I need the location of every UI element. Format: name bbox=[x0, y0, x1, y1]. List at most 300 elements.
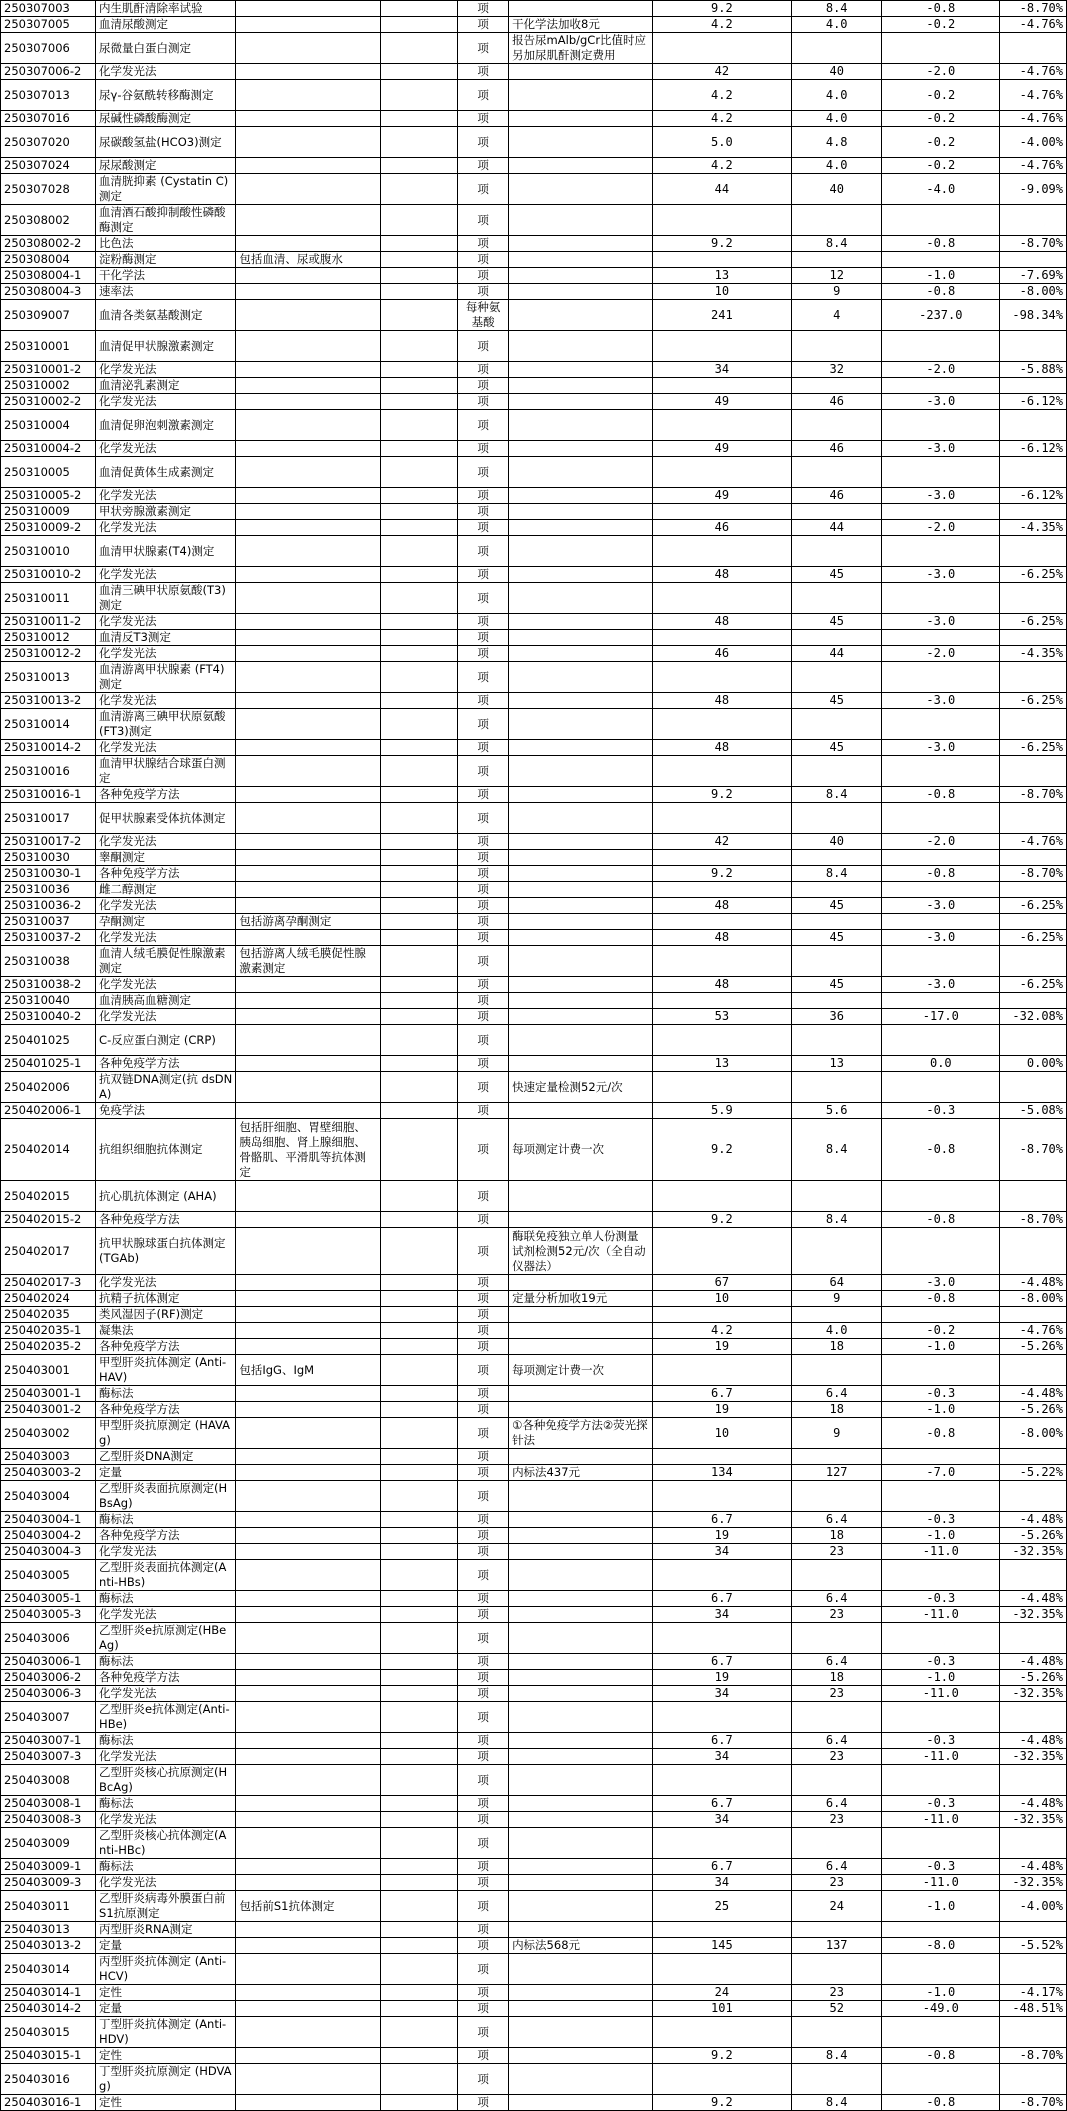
price-change-cell bbox=[882, 914, 1000, 930]
table-row bbox=[1, 1449, 1067, 1465]
price-change-cell: -11.0 bbox=[882, 1544, 1000, 1560]
table-row bbox=[1, 1733, 1067, 1749]
pricing-unit-cell: 项 bbox=[458, 127, 509, 158]
old-price-cell: 6.7 bbox=[652, 1512, 791, 1528]
change-rate-cell: -6.12% bbox=[1000, 394, 1067, 410]
item-code-cell: 250402035-2 bbox=[1, 1339, 96, 1355]
new-price-cell: 40 bbox=[791, 174, 882, 205]
new-price-cell: 40 bbox=[791, 64, 882, 80]
change-rate-cell: -5.22% bbox=[1000, 1465, 1067, 1481]
item-note-cell bbox=[509, 504, 653, 520]
table-row bbox=[1, 331, 1067, 362]
table-row bbox=[1, 2064, 1067, 2095]
table-row bbox=[1, 504, 1067, 520]
item-note-cell: 内标法437元 bbox=[509, 1465, 653, 1481]
table-row bbox=[1, 1828, 1067, 1859]
table-row bbox=[1, 252, 1067, 268]
item-content-cell bbox=[236, 1, 381, 17]
item-name-cell: 血清促卵泡刺激素测定 bbox=[96, 410, 236, 441]
item-note-cell bbox=[509, 1339, 653, 1355]
item-note-cell bbox=[509, 646, 653, 662]
item-code-cell: 250403002 bbox=[1, 1418, 96, 1449]
table-body bbox=[1, 1, 1067, 2111]
item-code-cell: 250310013 bbox=[1, 662, 96, 693]
change-rate-cell: -5.26% bbox=[1000, 1339, 1067, 1355]
new-price-cell: 24 bbox=[791, 1891, 882, 1922]
item-note-cell: 酶联免疫独立单人份测量试剂检测52元/次（全自动仪器法） bbox=[509, 1228, 653, 1275]
pricing-unit-cell: 项 bbox=[458, 1544, 509, 1560]
new-price-cell bbox=[791, 1765, 882, 1796]
item-code-cell: 250401025-1 bbox=[1, 1056, 96, 1072]
item-content-cell bbox=[236, 236, 381, 252]
new-price-cell bbox=[791, 850, 882, 866]
item-note-cell: 报告尿mAlb/gCr比值时应另加尿肌酐测定费用 bbox=[509, 33, 653, 64]
table-row bbox=[1, 1275, 1067, 1291]
item-content-cell bbox=[236, 1009, 381, 1025]
item-content-cell bbox=[236, 300, 381, 331]
item-code-cell: 250402006 bbox=[1, 1072, 96, 1103]
new-price-cell: 23 bbox=[791, 1875, 882, 1891]
item-exclusion-cell bbox=[381, 1056, 458, 1072]
item-exclusion-cell bbox=[381, 127, 458, 158]
item-note-cell bbox=[509, 1528, 653, 1544]
table-row bbox=[1, 1119, 1067, 1181]
pricing-unit-cell: 项 bbox=[458, 362, 509, 378]
item-content-cell bbox=[236, 410, 381, 441]
price-change-cell: -0.3 bbox=[882, 1103, 1000, 1119]
item-exclusion-cell bbox=[381, 882, 458, 898]
item-note-cell bbox=[509, 977, 653, 993]
item-name-cell: 抗心肌抗体测定 (AHA) bbox=[96, 1181, 236, 1212]
old-price-cell: 53 bbox=[652, 1009, 791, 1025]
new-price-cell: 6.4 bbox=[791, 1733, 882, 1749]
item-exclusion-cell bbox=[381, 1339, 458, 1355]
new-price-cell: 36 bbox=[791, 1009, 882, 1025]
change-rate-cell: -7.69% bbox=[1000, 268, 1067, 284]
change-rate-cell: -6.25% bbox=[1000, 567, 1067, 583]
item-content-cell bbox=[236, 378, 381, 394]
new-price-cell bbox=[791, 803, 882, 834]
old-price-cell: 48 bbox=[652, 693, 791, 709]
price-change-cell: -11.0 bbox=[882, 1749, 1000, 1765]
item-exclusion-cell bbox=[381, 1449, 458, 1465]
item-content-cell bbox=[236, 1670, 381, 1686]
old-price-cell bbox=[652, 536, 791, 567]
item-code-cell: 250403001-1 bbox=[1, 1386, 96, 1402]
price-change-cell bbox=[882, 1922, 1000, 1938]
new-price-cell: 8.4 bbox=[791, 236, 882, 252]
new-price-cell bbox=[791, 1449, 882, 1465]
item-exclusion-cell bbox=[381, 866, 458, 882]
item-name-cell: 各种免疫学方法 bbox=[96, 1402, 236, 1418]
old-price-cell: 9.2 bbox=[652, 1212, 791, 1228]
pricing-unit-cell: 项 bbox=[458, 1212, 509, 1228]
change-rate-cell: -8.00% bbox=[1000, 1291, 1067, 1307]
new-price-cell: 18 bbox=[791, 1339, 882, 1355]
item-content-cell bbox=[236, 1607, 381, 1623]
item-note-cell bbox=[509, 1512, 653, 1528]
table-row bbox=[1, 1670, 1067, 1686]
old-price-cell: 34 bbox=[652, 1544, 791, 1560]
item-code-cell: 250310037 bbox=[1, 914, 96, 930]
pricing-unit-cell: 项 bbox=[458, 914, 509, 930]
pricing-unit-cell: 项 bbox=[458, 158, 509, 174]
item-content-cell bbox=[236, 1654, 381, 1670]
price-change-cell: -17.0 bbox=[882, 1009, 1000, 1025]
item-code-cell: 250310012-2 bbox=[1, 646, 96, 662]
change-rate-cell: -8.70% bbox=[1000, 2095, 1067, 2111]
item-name-cell: 速率法 bbox=[96, 284, 236, 300]
item-code-cell: 250307020 bbox=[1, 127, 96, 158]
table-row bbox=[1, 2017, 1067, 2048]
item-code-cell: 250307006 bbox=[1, 33, 96, 64]
price-change-cell bbox=[882, 1072, 1000, 1103]
item-exclusion-cell bbox=[381, 583, 458, 614]
change-rate-cell: -4.76% bbox=[1000, 64, 1067, 80]
old-price-cell bbox=[652, 1228, 791, 1275]
old-price-cell bbox=[652, 1025, 791, 1056]
pricing-unit-cell: 项 bbox=[458, 2017, 509, 2048]
table-row bbox=[1, 693, 1067, 709]
item-code-cell: 250310010 bbox=[1, 536, 96, 567]
change-rate-cell: -4.76% bbox=[1000, 17, 1067, 33]
item-exclusion-cell bbox=[381, 1228, 458, 1275]
item-code-cell: 250310038-2 bbox=[1, 977, 96, 993]
item-code-cell: 250307005 bbox=[1, 17, 96, 33]
item-content-cell bbox=[236, 1418, 381, 1449]
item-name-cell: 各种免疫学方法 bbox=[96, 1212, 236, 1228]
item-note-cell bbox=[509, 362, 653, 378]
price-change-cell: -0.2 bbox=[882, 1323, 1000, 1339]
item-name-cell: 丙型肝炎抗体测定 (Anti-HCV) bbox=[96, 1954, 236, 1985]
item-exclusion-cell bbox=[381, 1686, 458, 1702]
item-content-cell bbox=[236, 1859, 381, 1875]
item-exclusion-cell bbox=[381, 1938, 458, 1954]
item-note-cell bbox=[509, 236, 653, 252]
table-row bbox=[1, 914, 1067, 930]
pricing-unit-cell: 项 bbox=[458, 488, 509, 504]
old-price-cell bbox=[652, 331, 791, 362]
new-price-cell: 64 bbox=[791, 1275, 882, 1291]
old-price-cell bbox=[652, 993, 791, 1009]
change-rate-cell: -32.35% bbox=[1000, 1812, 1067, 1828]
item-code-cell: 250310040 bbox=[1, 993, 96, 1009]
old-price-cell bbox=[652, 252, 791, 268]
item-exclusion-cell bbox=[381, 520, 458, 536]
item-code-cell: 250403004-3 bbox=[1, 1544, 96, 1560]
old-price-cell: 48 bbox=[652, 614, 791, 630]
item-code-cell: 250403014-2 bbox=[1, 2001, 96, 2017]
new-price-cell: 46 bbox=[791, 394, 882, 410]
pricing-unit-cell: 项 bbox=[458, 1528, 509, 1544]
price-change-cell: -3.0 bbox=[882, 614, 1000, 630]
change-rate-cell bbox=[1000, 1307, 1067, 1323]
table-row bbox=[1, 993, 1067, 1009]
item-note-cell bbox=[509, 1922, 653, 1938]
price-change-cell bbox=[882, 882, 1000, 898]
item-content-cell bbox=[236, 630, 381, 646]
item-note-cell bbox=[509, 410, 653, 441]
item-name-cell: 孕酮测定 bbox=[96, 914, 236, 930]
old-price-cell: 48 bbox=[652, 930, 791, 946]
item-code-cell: 250310017-2 bbox=[1, 834, 96, 850]
item-name-cell: 血清胱抑素 (Cystatin C)测定 bbox=[96, 174, 236, 205]
change-rate-cell: -4.48% bbox=[1000, 1796, 1067, 1812]
price-change-cell: -0.8 bbox=[882, 1119, 1000, 1181]
item-content-cell bbox=[236, 1544, 381, 1560]
pricing-unit-cell: 项 bbox=[458, 977, 509, 993]
old-price-cell bbox=[652, 2017, 791, 2048]
item-note-cell bbox=[509, 882, 653, 898]
table-row bbox=[1, 1702, 1067, 1733]
item-exclusion-cell bbox=[381, 1623, 458, 1654]
item-content-cell bbox=[236, 709, 381, 740]
item-note-cell bbox=[509, 1623, 653, 1654]
pricing-unit-cell: 项 bbox=[458, 850, 509, 866]
price-change-cell: -11.0 bbox=[882, 1607, 1000, 1623]
old-price-cell: 49 bbox=[652, 441, 791, 457]
pricing-unit-cell: 项 bbox=[458, 1, 509, 17]
table-row bbox=[1, 1954, 1067, 1985]
item-name-cell: 血清人绒毛膜促性腺激素测定 bbox=[96, 946, 236, 977]
old-price-cell: 19 bbox=[652, 1339, 791, 1355]
table-row bbox=[1, 284, 1067, 300]
old-price-cell: 10 bbox=[652, 1291, 791, 1307]
pricing-unit-cell: 项 bbox=[458, 441, 509, 457]
pricing-unit-cell: 项 bbox=[458, 1402, 509, 1418]
item-content-cell bbox=[236, 977, 381, 993]
item-name-cell: 乙型肝炎e抗原测定(HBeAg) bbox=[96, 1623, 236, 1654]
item-name-cell: 丙型肝炎RNA测定 bbox=[96, 1922, 236, 1938]
change-rate-cell bbox=[1000, 410, 1067, 441]
price-change-cell: -11.0 bbox=[882, 1875, 1000, 1891]
new-price-cell bbox=[791, 662, 882, 693]
new-price-cell bbox=[791, 1228, 882, 1275]
item-note-cell: 快速定量检测52元/次 bbox=[509, 1072, 653, 1103]
pricing-unit-cell: 项 bbox=[458, 1119, 509, 1181]
item-name-cell: 定性 bbox=[96, 1985, 236, 2001]
item-name-cell: 各种免疫学方法 bbox=[96, 1056, 236, 1072]
item-content-cell bbox=[236, 1465, 381, 1481]
new-price-cell: 4.8 bbox=[791, 127, 882, 158]
pricing-unit-cell: 项 bbox=[458, 1025, 509, 1056]
change-rate-cell: -6.12% bbox=[1000, 441, 1067, 457]
item-exclusion-cell bbox=[381, 410, 458, 441]
item-content-cell: 包括游离人绒毛膜促性腺激素测定 bbox=[236, 946, 381, 977]
table-row bbox=[1, 1009, 1067, 1025]
item-content-cell bbox=[236, 993, 381, 1009]
item-exclusion-cell bbox=[381, 614, 458, 630]
price-change-cell: -1.0 bbox=[882, 1402, 1000, 1418]
old-price-cell bbox=[652, 882, 791, 898]
pricing-unit-cell: 项 bbox=[458, 174, 509, 205]
item-content-cell bbox=[236, 614, 381, 630]
item-note-cell bbox=[509, 488, 653, 504]
item-exclusion-cell bbox=[381, 1702, 458, 1733]
item-exclusion-cell bbox=[381, 834, 458, 850]
table-row bbox=[1, 1072, 1067, 1103]
item-note-cell bbox=[509, 205, 653, 236]
change-rate-cell: -4.17% bbox=[1000, 1985, 1067, 2001]
table-row bbox=[1, 1891, 1067, 1922]
item-code-cell: 250309007 bbox=[1, 300, 96, 331]
item-name-cell: 化学发光法 bbox=[96, 1275, 236, 1291]
table-row bbox=[1, 834, 1067, 850]
price-change-cell bbox=[882, 457, 1000, 488]
pricing-unit-cell: 项 bbox=[458, 1891, 509, 1922]
item-content-cell bbox=[236, 646, 381, 662]
item-name-cell: 尿尿酸测定 bbox=[96, 158, 236, 174]
old-price-cell: 49 bbox=[652, 488, 791, 504]
old-price-cell bbox=[652, 1922, 791, 1938]
table-row bbox=[1, 1591, 1067, 1607]
item-exclusion-cell bbox=[381, 1307, 458, 1323]
pricing-unit-cell: 项 bbox=[458, 205, 509, 236]
item-exclusion-cell bbox=[381, 1954, 458, 1985]
table-row bbox=[1, 268, 1067, 284]
item-name-cell: 化学发光法 bbox=[96, 441, 236, 457]
item-code-cell: 250310002 bbox=[1, 378, 96, 394]
table-row bbox=[1, 977, 1067, 993]
old-price-cell bbox=[652, 33, 791, 64]
price-change-cell bbox=[882, 1181, 1000, 1212]
change-rate-cell: -5.88% bbox=[1000, 362, 1067, 378]
item-content-cell bbox=[236, 1402, 381, 1418]
price-change-cell: -3.0 bbox=[882, 930, 1000, 946]
item-exclusion-cell bbox=[381, 158, 458, 174]
change-rate-cell: -32.35% bbox=[1000, 1875, 1067, 1891]
old-price-cell: 46 bbox=[652, 646, 791, 662]
table-row bbox=[1, 898, 1067, 914]
item-name-cell: 化学发光法 bbox=[96, 520, 236, 536]
item-exclusion-cell bbox=[381, 1828, 458, 1859]
item-note-cell bbox=[509, 268, 653, 284]
table-row bbox=[1, 803, 1067, 834]
item-content-cell bbox=[236, 205, 381, 236]
change-rate-cell bbox=[1000, 583, 1067, 614]
new-price-cell: 4 bbox=[791, 300, 882, 331]
old-price-cell: 9.2 bbox=[652, 1119, 791, 1181]
price-change-cell: -1.0 bbox=[882, 1985, 1000, 2001]
new-price-cell bbox=[791, 33, 882, 64]
item-note-cell bbox=[509, 1670, 653, 1686]
pricing-unit-cell: 项 bbox=[458, 1386, 509, 1402]
new-price-cell: 44 bbox=[791, 520, 882, 536]
item-exclusion-cell bbox=[381, 914, 458, 930]
item-name-cell: 睾酮测定 bbox=[96, 850, 236, 866]
item-content-cell bbox=[236, 457, 381, 488]
item-content-cell bbox=[236, 1025, 381, 1056]
item-code-cell: 250402017-3 bbox=[1, 1275, 96, 1291]
price-change-cell bbox=[882, 993, 1000, 1009]
change-rate-cell: -4.76% bbox=[1000, 1323, 1067, 1339]
change-rate-cell: -4.76% bbox=[1000, 834, 1067, 850]
item-content-cell bbox=[236, 1796, 381, 1812]
item-exclusion-cell bbox=[381, 646, 458, 662]
table-row bbox=[1, 930, 1067, 946]
change-rate-cell: -8.70% bbox=[1000, 236, 1067, 252]
price-change-cell: -1.0 bbox=[882, 1891, 1000, 1922]
item-note-cell bbox=[509, 284, 653, 300]
change-rate-cell: -8.70% bbox=[1000, 1119, 1067, 1181]
item-exclusion-cell bbox=[381, 362, 458, 378]
new-price-cell: 23 bbox=[791, 1812, 882, 1828]
table-row bbox=[1, 1812, 1067, 1828]
item-name-cell: 尿γ-谷氨酰转移酶测定 bbox=[96, 80, 236, 111]
item-name-cell: 酶标法 bbox=[96, 1733, 236, 1749]
item-note-cell bbox=[509, 2048, 653, 2064]
price-change-cell: -3.0 bbox=[882, 898, 1000, 914]
item-content-cell bbox=[236, 2095, 381, 2111]
price-change-cell: -3.0 bbox=[882, 693, 1000, 709]
item-exclusion-cell bbox=[381, 930, 458, 946]
item-name-cell: 乙型肝炎核心抗原测定(HBcAg) bbox=[96, 1765, 236, 1796]
item-name-cell: 定性 bbox=[96, 2095, 236, 2111]
item-name-cell: 乙型肝炎核心抗体测定(Anti-HBc) bbox=[96, 1828, 236, 1859]
new-price-cell: 8.4 bbox=[791, 866, 882, 882]
item-code-cell: 250402035-1 bbox=[1, 1323, 96, 1339]
old-price-cell: 5.9 bbox=[652, 1103, 791, 1119]
price-change-cell: -3.0 bbox=[882, 977, 1000, 993]
table-row bbox=[1, 33, 1067, 64]
new-price-cell bbox=[791, 205, 882, 236]
pricing-unit-cell: 项 bbox=[458, 2064, 509, 2095]
item-content-cell bbox=[236, 583, 381, 614]
item-name-cell: 乙型肝炎DNA测定 bbox=[96, 1449, 236, 1465]
item-name-cell: 血清反T3测定 bbox=[96, 630, 236, 646]
price-change-cell bbox=[882, 1954, 1000, 1985]
item-name-cell: 定量 bbox=[96, 1938, 236, 1954]
item-exclusion-cell bbox=[381, 1465, 458, 1481]
item-note-cell bbox=[509, 1, 653, 17]
item-exclusion-cell bbox=[381, 1560, 458, 1591]
item-exclusion-cell bbox=[381, 1072, 458, 1103]
new-price-cell bbox=[791, 1072, 882, 1103]
price-change-cell: -0.8 bbox=[882, 1418, 1000, 1449]
table-row bbox=[1, 1307, 1067, 1323]
item-code-cell: 250310010-2 bbox=[1, 567, 96, 583]
table-row bbox=[1, 583, 1067, 614]
old-price-cell bbox=[652, 1954, 791, 1985]
item-code-cell: 250403008-1 bbox=[1, 1796, 96, 1812]
item-content-cell bbox=[236, 787, 381, 803]
item-note-cell bbox=[509, 2095, 653, 2111]
pricing-unit-cell: 项 bbox=[458, 662, 509, 693]
change-rate-cell bbox=[1000, 946, 1067, 977]
change-rate-cell bbox=[1000, 33, 1067, 64]
new-price-cell bbox=[791, 1181, 882, 1212]
item-content-cell bbox=[236, 17, 381, 33]
new-price-cell: 13 bbox=[791, 1056, 882, 1072]
old-price-cell: 4.2 bbox=[652, 158, 791, 174]
table-row bbox=[1, 236, 1067, 252]
change-rate-cell bbox=[1000, 536, 1067, 567]
price-change-cell: -237.0 bbox=[882, 300, 1000, 331]
old-price-cell bbox=[652, 662, 791, 693]
change-rate-cell: -6.12% bbox=[1000, 488, 1067, 504]
change-rate-cell bbox=[1000, 803, 1067, 834]
item-note-cell bbox=[509, 1386, 653, 1402]
item-name-cell: 酶标法 bbox=[96, 1796, 236, 1812]
new-price-cell: 4.0 bbox=[791, 80, 882, 111]
new-price-cell bbox=[791, 709, 882, 740]
pricing-unit-cell: 项 bbox=[458, 80, 509, 111]
table-row bbox=[1, 709, 1067, 740]
item-note-cell bbox=[509, 1891, 653, 1922]
old-price-cell bbox=[652, 1623, 791, 1654]
item-note-cell bbox=[509, 441, 653, 457]
item-exclusion-cell bbox=[381, 850, 458, 866]
